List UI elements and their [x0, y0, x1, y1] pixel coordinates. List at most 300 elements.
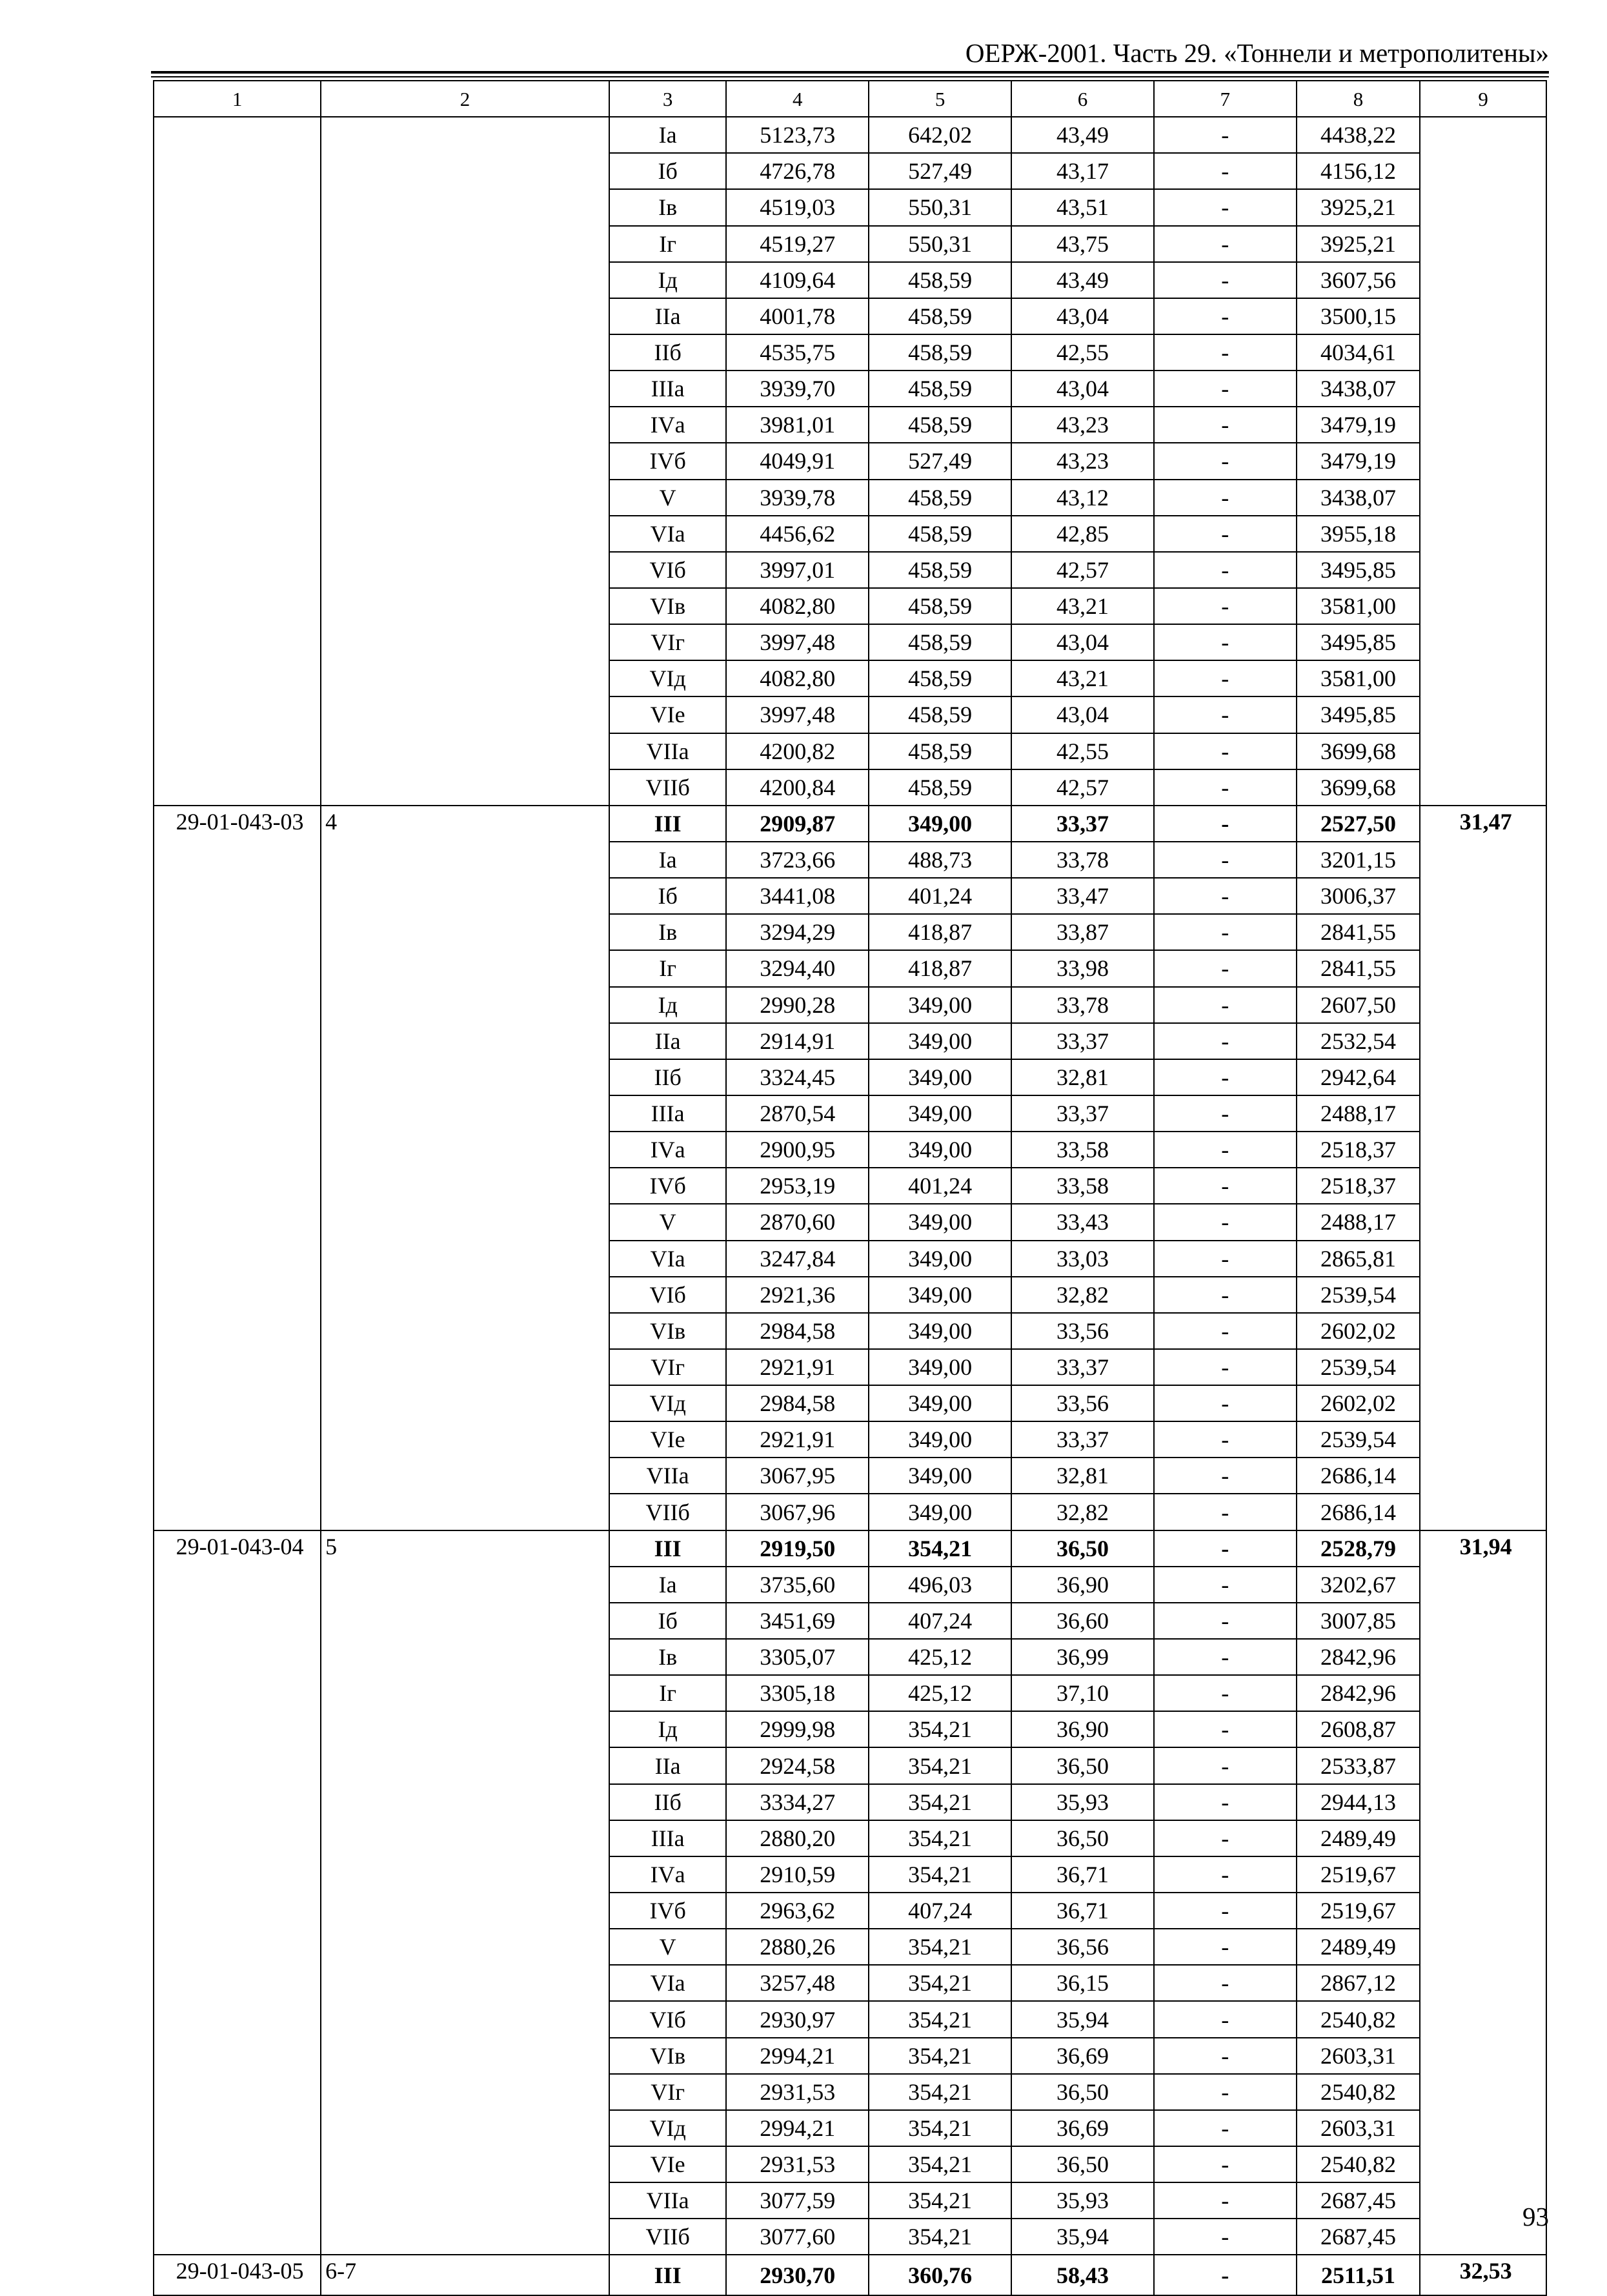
labor-cost-cell: 354,21 [869, 2110, 1011, 2146]
direct-cost-cell: 3305,18 [726, 1675, 869, 1711]
direct-cost-cell: 3981,01 [726, 407, 869, 443]
zone-cell: V [609, 1204, 727, 1240]
machinist-wage-cell: - [1154, 371, 1297, 407]
machinist-wage-cell: - [1154, 1784, 1297, 1820]
material-cost-cell: 3202,67 [1297, 1567, 1420, 1603]
machine-cost-cell: 33,03 [1011, 1241, 1154, 1277]
material-cost-cell: 2528,79 [1297, 1530, 1420, 1567]
labor-cost-cell: 349,00 [869, 1023, 1011, 1059]
direct-cost-cell: 2994,21 [726, 2038, 869, 2074]
direct-cost-cell: 4200,82 [726, 733, 869, 769]
machine-cost-cell: 43,04 [1011, 696, 1154, 733]
zone-cell: IIб [609, 1059, 727, 1095]
material-cost-cell: 2602,02 [1297, 1385, 1420, 1421]
machine-cost-cell: 36,90 [1011, 1567, 1154, 1603]
labor-cost-cell: 458,59 [869, 552, 1011, 588]
machinist-wage-cell: - [1154, 660, 1297, 696]
machine-cost-cell: 36,50 [1011, 1747, 1154, 1783]
direct-cost-cell: 2931,53 [726, 2074, 869, 2110]
direct-cost-cell: 4456,62 [726, 516, 869, 552]
labor-cost-cell: 418,87 [869, 950, 1011, 986]
material-cost-cell: 3201,15 [1297, 842, 1420, 878]
labor-cost-cell: 401,24 [869, 1168, 1011, 1204]
machine-cost-cell: 42,85 [1011, 516, 1154, 552]
direct-cost-cell: 4200,84 [726, 769, 869, 806]
zone-cell: VIе [609, 696, 727, 733]
zone-cell: VIа [609, 1241, 727, 1277]
column-number: 8 [1297, 81, 1420, 117]
material-cost-cell: 3007,85 [1297, 1603, 1420, 1639]
machinist-wage-cell: - [1154, 1567, 1297, 1603]
column-number: 2 [321, 81, 609, 117]
zone-cell: Iв [609, 189, 727, 225]
direct-cost-cell: 4519,03 [726, 189, 869, 225]
header-rule-thin [151, 76, 1549, 77]
machinist-wage-cell: - [1154, 552, 1297, 588]
header-rule-thick [151, 71, 1549, 74]
machine-cost-cell: 33,56 [1011, 1313, 1154, 1349]
machinist-wage-cell: - [1154, 1168, 1297, 1204]
material-cost-cell: 2511,51 [1297, 2255, 1420, 2295]
machinist-wage-cell: - [1154, 1747, 1297, 1783]
direct-cost-cell: 3735,60 [726, 1567, 869, 1603]
zone-cell: Iг [609, 950, 727, 986]
zone-cell: VIб [609, 1277, 727, 1313]
direct-cost-cell: 2870,54 [726, 1095, 869, 1132]
labor-cost-cell: 354,21 [869, 1784, 1011, 1820]
zone-cell: III [609, 1530, 727, 1567]
direct-cost-cell: 3077,59 [726, 2182, 869, 2219]
machine-cost-cell: 43,51 [1011, 189, 1154, 225]
labor-hours-cell: 31,47 [1420, 806, 1546, 1530]
material-cost-cell: 2532,54 [1297, 1023, 1420, 1059]
material-cost-cell: 2841,55 [1297, 950, 1420, 986]
labor-cost-cell: 349,00 [869, 1494, 1011, 1530]
material-cost-cell: 2488,17 [1297, 1095, 1420, 1132]
zone-cell: III [609, 2255, 727, 2295]
zone-cell: VIIб [609, 1494, 727, 1530]
material-cost-cell: 3500,15 [1297, 298, 1420, 334]
machinist-wage-cell: - [1154, 189, 1297, 225]
labor-cost-cell: 458,59 [869, 480, 1011, 516]
machinist-wage-cell: - [1154, 298, 1297, 334]
machine-cost-cell: 33,37 [1011, 1023, 1154, 1059]
direct-cost-cell: 5123,73 [726, 117, 869, 153]
machine-cost-cell: 35,94 [1011, 2219, 1154, 2255]
labor-cost-cell: 349,00 [869, 1277, 1011, 1313]
machinist-wage-cell: - [1154, 2146, 1297, 2182]
direct-cost-cell: 3247,84 [726, 1241, 869, 1277]
labor-cost-cell: 349,00 [869, 806, 1011, 842]
machine-cost-cell: 43,04 [1011, 298, 1154, 334]
labor-cost-cell: 349,00 [869, 1241, 1011, 1277]
zone-cell: Iг [609, 226, 727, 262]
machinist-wage-cell: - [1154, 2001, 1297, 2037]
labor-cost-cell: 407,24 [869, 1893, 1011, 1929]
direct-cost-cell: 4726,78 [726, 153, 869, 189]
direct-cost-cell: 3257,48 [726, 1965, 869, 2001]
machinist-wage-cell: - [1154, 1639, 1297, 1675]
machinist-wage-cell: - [1154, 153, 1297, 189]
zone-cell: IIIа [609, 1820, 727, 1856]
machinist-wage-cell: - [1154, 1530, 1297, 1567]
zone-cell: IIIа [609, 371, 727, 407]
zone-cell: VIе [609, 1421, 727, 1458]
material-cost-cell: 2488,17 [1297, 1204, 1420, 1240]
labor-cost-cell: 407,24 [869, 1603, 1011, 1639]
labor-cost-cell: 458,59 [869, 371, 1011, 407]
machine-cost-cell: 36,90 [1011, 1711, 1154, 1747]
machinist-wage-cell: - [1154, 226, 1297, 262]
labor-cost-cell: 354,21 [869, 1929, 1011, 1965]
machine-cost-cell: 36,71 [1011, 1856, 1154, 1893]
direct-cost-cell: 3441,08 [726, 878, 869, 914]
machine-cost-cell: 35,93 [1011, 1784, 1154, 1820]
direct-cost-cell: 2953,19 [726, 1168, 869, 1204]
machine-cost-cell: 36,56 [1011, 1929, 1154, 1965]
labor-cost-cell: 354,21 [869, 1530, 1011, 1567]
material-cost-cell: 2686,14 [1297, 1494, 1420, 1530]
direct-cost-cell: 3939,78 [726, 480, 869, 516]
machine-cost-cell: 36,71 [1011, 1893, 1154, 1929]
machine-cost-cell: 36,69 [1011, 2110, 1154, 2146]
zone-cell: VIIа [609, 1458, 727, 1494]
labor-cost-cell: 527,49 [869, 153, 1011, 189]
zone-cell: VIIб [609, 769, 727, 806]
material-cost-cell: 2687,45 [1297, 2219, 1420, 2255]
parameter-cell: 6-7 [321, 2255, 609, 2295]
labor-cost-cell: 418,87 [869, 914, 1011, 950]
labor-cost-cell: 349,00 [869, 1313, 1011, 1349]
machinist-wage-cell: - [1154, 878, 1297, 914]
zone-cell: Iа [609, 1567, 727, 1603]
labor-cost-cell: 527,49 [869, 443, 1011, 479]
zone-cell: IIа [609, 1747, 727, 1783]
labor-cost-cell: 354,21 [869, 1711, 1011, 1747]
column-number: 9 [1420, 81, 1546, 117]
labor-cost-cell: 349,00 [869, 1132, 1011, 1168]
machinist-wage-cell: - [1154, 516, 1297, 552]
material-cost-cell: 2842,96 [1297, 1675, 1420, 1711]
direct-cost-cell: 2984,58 [726, 1313, 869, 1349]
material-cost-cell: 4034,61 [1297, 334, 1420, 371]
zone-cell: VIб [609, 552, 727, 588]
zone-cell: Iб [609, 878, 727, 914]
page-header-title: ОЕРЖ-2001. Часть 29. «Тоннели и метрополитены» [965, 38, 1549, 68]
zone-cell: IVб [609, 1893, 727, 1929]
machine-cost-cell: 43,04 [1011, 624, 1154, 660]
material-cost-cell: 2533,87 [1297, 1747, 1420, 1783]
machine-cost-cell: 42,55 [1011, 334, 1154, 371]
direct-cost-cell: 2880,20 [726, 1820, 869, 1856]
machine-cost-cell: 43,49 [1011, 262, 1154, 298]
direct-cost-cell: 3294,40 [726, 950, 869, 986]
machinist-wage-cell: - [1154, 262, 1297, 298]
machinist-wage-cell: - [1154, 1929, 1297, 1965]
column-number: 4 [726, 81, 869, 117]
material-cost-cell: 2540,82 [1297, 2146, 1420, 2182]
machine-cost-cell: 35,93 [1011, 2182, 1154, 2219]
material-cost-cell: 2540,82 [1297, 2001, 1420, 2037]
machinist-wage-cell: - [1154, 733, 1297, 769]
zone-cell: VIв [609, 588, 727, 624]
labor-cost-cell: 488,73 [869, 842, 1011, 878]
material-cost-cell: 3955,18 [1297, 516, 1420, 552]
material-cost-cell: 3479,19 [1297, 407, 1420, 443]
machinist-wage-cell: - [1154, 443, 1297, 479]
direct-cost-cell: 4535,75 [726, 334, 869, 371]
machine-cost-cell: 43,12 [1011, 480, 1154, 516]
zone-cell: VIг [609, 624, 727, 660]
machine-cost-cell: 36,50 [1011, 1530, 1154, 1567]
material-cost-cell: 4156,12 [1297, 153, 1420, 189]
machine-cost-cell: 36,15 [1011, 1965, 1154, 2001]
labor-cost-cell: 354,21 [869, 2074, 1011, 2110]
machinist-wage-cell: - [1154, 1132, 1297, 1168]
material-cost-cell: 2942,64 [1297, 1059, 1420, 1095]
zone-cell: Iд [609, 987, 727, 1023]
direct-cost-cell: 3334,27 [726, 1784, 869, 1820]
zone-cell: III [609, 806, 727, 842]
machine-cost-cell: 32,82 [1011, 1494, 1154, 1530]
rate-code-cell [154, 117, 321, 806]
material-cost-cell: 2686,14 [1297, 1458, 1420, 1494]
labor-cost-cell: 354,21 [869, 1747, 1011, 1783]
rate-code-cell: 29-01-043-04 [154, 1530, 321, 2255]
machinist-wage-cell: - [1154, 1023, 1297, 1059]
material-cost-cell: 2518,37 [1297, 1168, 1420, 1204]
material-cost-cell: 2867,12 [1297, 1965, 1420, 2001]
labor-cost-cell: 354,21 [869, 2182, 1011, 2219]
machinist-wage-cell: - [1154, 1494, 1297, 1530]
machine-cost-cell: 33,58 [1011, 1168, 1154, 1204]
machine-cost-cell: 36,50 [1011, 2074, 1154, 2110]
direct-cost-cell: 2924,58 [726, 1747, 869, 1783]
direct-cost-cell: 2984,58 [726, 1385, 869, 1421]
zone-cell: VIа [609, 1965, 727, 2001]
machine-cost-cell: 32,82 [1011, 1277, 1154, 1313]
direct-cost-cell: 3997,48 [726, 696, 869, 733]
machine-cost-cell: 43,49 [1011, 117, 1154, 153]
machinist-wage-cell: - [1154, 1675, 1297, 1711]
machinist-wage-cell: - [1154, 1385, 1297, 1421]
material-cost-cell: 3495,85 [1297, 624, 1420, 660]
direct-cost-cell: 2921,36 [726, 1277, 869, 1313]
zone-cell: VIд [609, 1385, 727, 1421]
direct-cost-cell: 2909,87 [726, 806, 869, 842]
zone-cell: IIб [609, 1784, 727, 1820]
labor-cost-cell: 458,59 [869, 516, 1011, 552]
material-cost-cell: 3581,00 [1297, 588, 1420, 624]
machine-cost-cell: 36,50 [1011, 1820, 1154, 1856]
material-cost-cell: 3006,37 [1297, 878, 1420, 914]
machine-cost-cell: 33,37 [1011, 806, 1154, 842]
machinist-wage-cell: - [1154, 1313, 1297, 1349]
direct-cost-cell: 3067,96 [726, 1494, 869, 1530]
labor-cost-cell: 550,31 [869, 226, 1011, 262]
labor-cost-cell: 458,59 [869, 588, 1011, 624]
material-cost-cell: 2539,54 [1297, 1421, 1420, 1458]
direct-cost-cell: 3305,07 [726, 1639, 869, 1675]
direct-cost-cell: 2900,95 [726, 1132, 869, 1168]
labor-hours-cell [1420, 117, 1546, 806]
material-cost-cell: 2602,02 [1297, 1313, 1420, 1349]
labor-cost-cell: 458,59 [869, 298, 1011, 334]
machinist-wage-cell: - [1154, 2038, 1297, 2074]
zone-cell: VIд [609, 660, 727, 696]
material-cost-cell: 3438,07 [1297, 371, 1420, 407]
direct-cost-cell: 3939,70 [726, 371, 869, 407]
zone-cell: VIе [609, 2146, 727, 2182]
zone-cell: Iг [609, 1675, 727, 1711]
material-cost-cell: 3607,56 [1297, 262, 1420, 298]
labor-cost-cell: 354,21 [869, 2219, 1011, 2255]
zone-cell: VIIа [609, 2182, 727, 2219]
direct-cost-cell: 4109,64 [726, 262, 869, 298]
direct-cost-cell: 2880,26 [726, 1929, 869, 1965]
zone-cell: VIв [609, 2038, 727, 2074]
material-cost-cell: 2607,50 [1297, 987, 1420, 1023]
labor-cost-cell: 458,59 [869, 407, 1011, 443]
machine-cost-cell: 33,87 [1011, 914, 1154, 950]
machine-cost-cell: 36,60 [1011, 1603, 1154, 1639]
material-cost-cell: 2489,49 [1297, 1929, 1420, 1965]
parameter-cell: 5 [321, 1530, 609, 2255]
direct-cost-cell: 2990,28 [726, 987, 869, 1023]
material-cost-cell: 2519,67 [1297, 1893, 1420, 1929]
zone-cell: IVа [609, 1856, 727, 1893]
labor-cost-cell: 401,24 [869, 878, 1011, 914]
machine-cost-cell: 42,55 [1011, 733, 1154, 769]
zone-cell: VIа [609, 516, 727, 552]
column-number: 3 [609, 81, 727, 117]
material-cost-cell: 2944,13 [1297, 1784, 1420, 1820]
labor-cost-cell: 425,12 [869, 1675, 1011, 1711]
labor-cost-cell: 458,59 [869, 660, 1011, 696]
direct-cost-cell: 3997,01 [726, 552, 869, 588]
machinist-wage-cell: - [1154, 1603, 1297, 1639]
labor-cost-cell: 458,59 [869, 733, 1011, 769]
machinist-wage-cell: - [1154, 769, 1297, 806]
labor-cost-cell: 354,21 [869, 1965, 1011, 2001]
material-cost-cell: 3925,21 [1297, 226, 1420, 262]
material-cost-cell: 2687,45 [1297, 2182, 1420, 2219]
table-row [154, 117, 1546, 153]
material-cost-cell: 3925,21 [1297, 189, 1420, 225]
material-cost-cell: 3699,68 [1297, 733, 1420, 769]
machine-cost-cell: 36,50 [1011, 2146, 1154, 2182]
material-cost-cell: 2608,87 [1297, 1711, 1420, 1747]
material-cost-cell: 3479,19 [1297, 443, 1420, 479]
material-cost-cell: 2842,96 [1297, 1639, 1420, 1675]
rate-code-cell: 29-01-043-03 [154, 806, 321, 1530]
zone-cell: Iв [609, 914, 727, 950]
material-cost-cell: 2519,67 [1297, 1856, 1420, 1893]
machinist-wage-cell: - [1154, 1893, 1297, 1929]
machinist-wage-cell: - [1154, 1349, 1297, 1385]
zone-cell: IIа [609, 298, 727, 334]
machinist-wage-cell: - [1154, 1421, 1297, 1458]
direct-cost-cell: 2921,91 [726, 1421, 869, 1458]
table-row [154, 1530, 1546, 1567]
machinist-wage-cell: - [1154, 696, 1297, 733]
material-cost-cell: 2489,49 [1297, 1820, 1420, 1856]
machinist-wage-cell: - [1154, 2219, 1297, 2255]
zone-cell: V [609, 1929, 727, 1965]
labor-cost-cell: 354,21 [869, 2038, 1011, 2074]
zone-cell: IVа [609, 1132, 727, 1168]
material-cost-cell: 2841,55 [1297, 914, 1420, 950]
zone-cell: Iв [609, 1639, 727, 1675]
labor-cost-cell: 425,12 [869, 1639, 1011, 1675]
machinist-wage-cell: - [1154, 1458, 1297, 1494]
labor-cost-cell: 349,00 [869, 987, 1011, 1023]
machine-cost-cell: 33,47 [1011, 878, 1154, 914]
zone-cell: IIа [609, 1023, 727, 1059]
machine-cost-cell: 37,10 [1011, 1675, 1154, 1711]
direct-cost-cell: 3723,66 [726, 842, 869, 878]
zone-cell: Iд [609, 1711, 727, 1747]
material-cost-cell: 2527,50 [1297, 806, 1420, 842]
parameter-cell [321, 117, 609, 806]
machinist-wage-cell: - [1154, 842, 1297, 878]
labor-cost-cell: 349,00 [869, 1385, 1011, 1421]
labor-cost-cell: 458,59 [869, 334, 1011, 371]
labor-cost-cell: 349,00 [869, 1095, 1011, 1132]
machine-cost-cell: 58,43 [1011, 2255, 1154, 2295]
column-number: 1 [154, 81, 321, 117]
column-number-row [154, 81, 1546, 117]
material-cost-cell: 2518,37 [1297, 1132, 1420, 1168]
machine-cost-cell: 35,94 [1011, 2001, 1154, 2037]
machine-cost-cell: 32,81 [1011, 1458, 1154, 1494]
direct-cost-cell: 2930,70 [726, 2255, 869, 2295]
machine-cost-cell: 33,37 [1011, 1421, 1154, 1458]
material-cost-cell: 3438,07 [1297, 480, 1420, 516]
labor-hours-cell: 31,94 [1420, 1530, 1546, 2255]
material-cost-cell: 2539,54 [1297, 1277, 1420, 1313]
direct-cost-cell: 2930,97 [726, 2001, 869, 2037]
machinist-wage-cell: - [1154, 914, 1297, 950]
machinist-wage-cell: - [1154, 2074, 1297, 2110]
material-cost-cell: 3581,00 [1297, 660, 1420, 696]
machinist-wage-cell: - [1154, 1711, 1297, 1747]
direct-cost-cell: 2963,62 [726, 1893, 869, 1929]
machine-cost-cell: 42,57 [1011, 769, 1154, 806]
zone-cell: VIв [609, 1313, 727, 1349]
labor-cost-cell: 349,00 [869, 1204, 1011, 1240]
labor-cost-cell: 550,31 [869, 189, 1011, 225]
zone-cell: Iб [609, 153, 727, 189]
machine-cost-cell: 33,78 [1011, 987, 1154, 1023]
direct-cost-cell: 3324,45 [726, 1059, 869, 1095]
column-number: 7 [1154, 81, 1297, 117]
machinist-wage-cell: - [1154, 117, 1297, 153]
zone-cell: IVб [609, 1168, 727, 1204]
column-number: 5 [869, 81, 1011, 117]
machinist-wage-cell: - [1154, 1204, 1297, 1240]
labor-cost-cell: 354,21 [869, 1856, 1011, 1893]
material-cost-cell: 2540,82 [1297, 2074, 1420, 2110]
labor-cost-cell: 349,00 [869, 1421, 1011, 1458]
rate-code-cell: 29-01-043-05 [154, 2255, 321, 2295]
machine-cost-cell: 32,81 [1011, 1059, 1154, 1095]
machine-cost-cell: 42,57 [1011, 552, 1154, 588]
labor-cost-cell: 354,21 [869, 2001, 1011, 2037]
machine-cost-cell: 43,21 [1011, 660, 1154, 696]
material-cost-cell: 3495,85 [1297, 696, 1420, 733]
labor-hours-cell: 32,53 [1420, 2255, 1546, 2295]
